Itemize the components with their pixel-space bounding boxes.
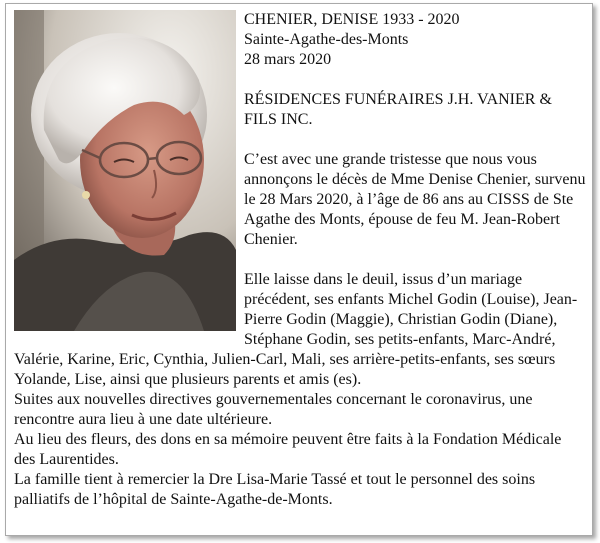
funeral-home: RÉSIDENCES FUNÉRAIRES J.H. VANIER & FILS INC. — [244, 91, 552, 128]
obituary-content — [14, 10, 586, 510]
thanks-paragraph: La famille tient à remercier la Dre Lisa-Marie Tassé et tout le personnel des soins palliatifs de l’hôpital de Sainte-Agathe-de-Monts. — [14, 471, 536, 508]
obituary-card — [5, 3, 593, 536]
donations-paragraph: Au lieu des fleurs, des dons en sa mémoire peuvent être faits à la Fondation Médicale des Laurentides. — [14, 431, 562, 468]
portrait-image — [14, 10, 236, 331]
covid-notice-paragraph: Suites aux nouvelles directives gouvernementales concernant le coronavirus, une rencontre aura lieu à une date ultérieure. — [14, 391, 533, 428]
portrait-photo — [14, 10, 236, 331]
header-name-line: CHENIER, DENISE 1933 - 2020 — [244, 11, 460, 28]
header-date: 28 mars 2020 — [244, 51, 332, 68]
announcement-paragraph: C’est avec une grande tristesse que nous vous annonçons le décès de Mme Denise Chenier, survenu le 28 Mars 2020, à l’âge de 86 ans au CISSS de Ste Agathe des Monts, épouse de feu M. Jean-Robert Chenier. — [244, 151, 586, 248]
header-location: Sainte-Agathe-des-Monts — [244, 31, 409, 48]
survivors-paragraph: Elle laisse dans le deuil, issus d’un mariage précédent, ses enfants Michel Godin (Louise), Jean-Pierre Godin (Maggie), Christian Godin (Diane), Stéphane Godin, ses petits-enfants, Marc-André, Valérie, Karine, Eric, Cynthia, Julien-Carl, Mali, ses arrière-petits-enfants, ses sœurs Yolande, Lise, ainsi que plusieurs parents et amis (es). — [14, 271, 578, 388]
